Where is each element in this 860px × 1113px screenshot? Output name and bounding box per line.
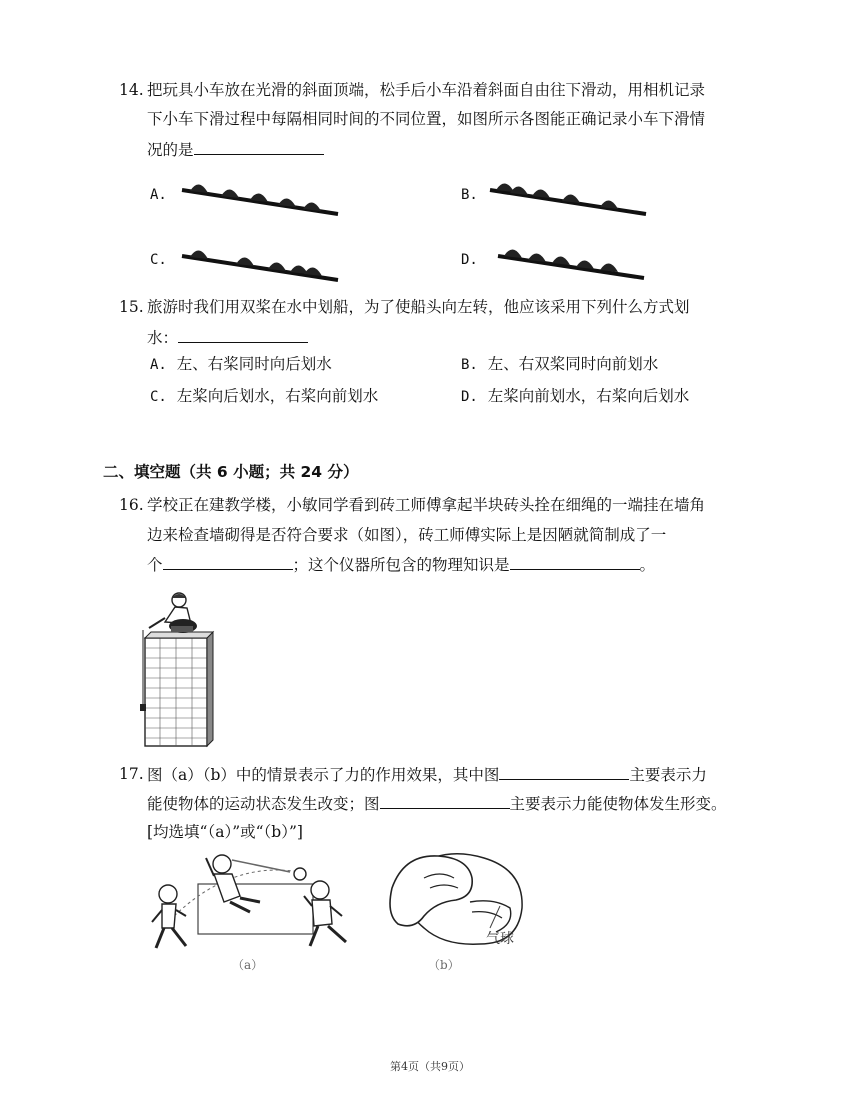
q14-number: 14. bbox=[119, 81, 144, 99]
q15-option-b-label: B. bbox=[461, 357, 478, 373]
q16-figure-plumb-line bbox=[135, 588, 215, 748]
q17-text-line2-start: 能使物体的运动状态发生改变；图 bbox=[147, 795, 380, 813]
q14-text-line3 bbox=[147, 139, 324, 160]
q14-text-line1: 把玩具小车放在光滑的斜面顶端，松手后小车沿着斜面自由往下滑动，用相机记录 bbox=[147, 81, 706, 99]
q15-stem-end: 水： bbox=[147, 329, 179, 347]
q17-caption-b: （b） bbox=[428, 958, 460, 972]
q14-text-line2: 下小车下滑过程中每隔相同时间的不同位置，如图所示各图能正确记录小车下滑情 bbox=[147, 110, 706, 128]
q15-text-line1: 旅游时我们用双桨在水中划船，为了使船头向左转，他应该采用下列什么方式划 bbox=[147, 298, 690, 316]
q15-option-a-label: A. bbox=[150, 357, 167, 373]
q16-number: 16. bbox=[119, 496, 144, 514]
q17-text-line2 bbox=[147, 793, 727, 814]
q17-blank-1[interactable] bbox=[499, 764, 629, 780]
q16-text-middle: ；这个仪器所包含的物理知识是 bbox=[292, 556, 510, 574]
q14-option-d-image[interactable] bbox=[496, 238, 646, 284]
q16-blank-2[interactable] bbox=[510, 554, 640, 570]
q17-balloon-label: 气球 bbox=[486, 931, 514, 947]
q14-option-d-label[interactable]: D. bbox=[461, 252, 478, 268]
q15-answer-blank[interactable] bbox=[178, 327, 308, 343]
q15-option-c-label: C. bbox=[150, 389, 167, 405]
q14-option-a-label[interactable]: A. bbox=[150, 187, 167, 203]
q16-blank-1[interactable] bbox=[163, 554, 293, 570]
q17-text-line1 bbox=[147, 764, 707, 785]
q15-option-d-label: D. bbox=[461, 389, 478, 405]
q17-caption-a: （a） bbox=[232, 958, 264, 972]
q15-number: 15. bbox=[119, 298, 144, 316]
q14-option-a-image[interactable] bbox=[180, 172, 340, 218]
page-footer: 第4页（共9页） bbox=[390, 1060, 470, 1073]
q14-option-c-image[interactable] bbox=[180, 238, 340, 284]
q16-text-line2: 边来检查墙砌得是否符合要求（如图），砖工师傅实际上是因陋就简制成了一 bbox=[147, 526, 667, 544]
q17-text-line1-start: 图（a）（b）中的情景表示了力的作用效果，其中图 bbox=[147, 766, 500, 784]
q15-option-c[interactable] bbox=[150, 386, 378, 407]
q17-text-line2-end: 主要表示力能使物体发生形变。 bbox=[509, 795, 727, 813]
q14-option-b-label[interactable]: B. bbox=[461, 187, 478, 203]
q15-text-line2 bbox=[147, 327, 308, 348]
q14-stem-end: 况的是 bbox=[147, 141, 194, 159]
q15-option-a[interactable] bbox=[150, 354, 332, 375]
q17-blank-2[interactable] bbox=[380, 793, 510, 809]
q16-text-prefix: 个 bbox=[147, 556, 163, 574]
q15-option-c-text: 左桨向后划水，右桨向前划水 bbox=[176, 387, 379, 405]
q14-option-c-label[interactable]: C. bbox=[150, 252, 167, 268]
q14-option-b-image[interactable] bbox=[488, 172, 648, 218]
q14-answer-blank[interactable] bbox=[194, 139, 324, 155]
q17-number: 17. bbox=[119, 765, 144, 783]
q17-text-line1-end: 主要表示力 bbox=[629, 766, 707, 784]
q16-text-end: 。 bbox=[639, 556, 656, 574]
q15-option-a-text: 左、右桨同时向后划水 bbox=[176, 355, 332, 373]
q15-option-d-text: 左桨向前划水，右桨向后划水 bbox=[487, 387, 690, 405]
q16-text-line3 bbox=[147, 554, 655, 575]
section-title: 二、填空题（共 6 小题；共 24 分） bbox=[103, 463, 359, 481]
q16-text-line1: 学校正在建教学楼，小敏同学看到砖工师傅拿起半块砖头拴在细绳的一端挂在墙角 bbox=[147, 496, 706, 514]
q15-option-b[interactable] bbox=[461, 354, 658, 375]
q15-option-b-text: 左、右双桨同时向前划水 bbox=[487, 355, 659, 373]
q17-text-line3: [均选填“（a）”或“（b）”] bbox=[147, 823, 303, 841]
q15-option-d[interactable] bbox=[461, 386, 689, 407]
